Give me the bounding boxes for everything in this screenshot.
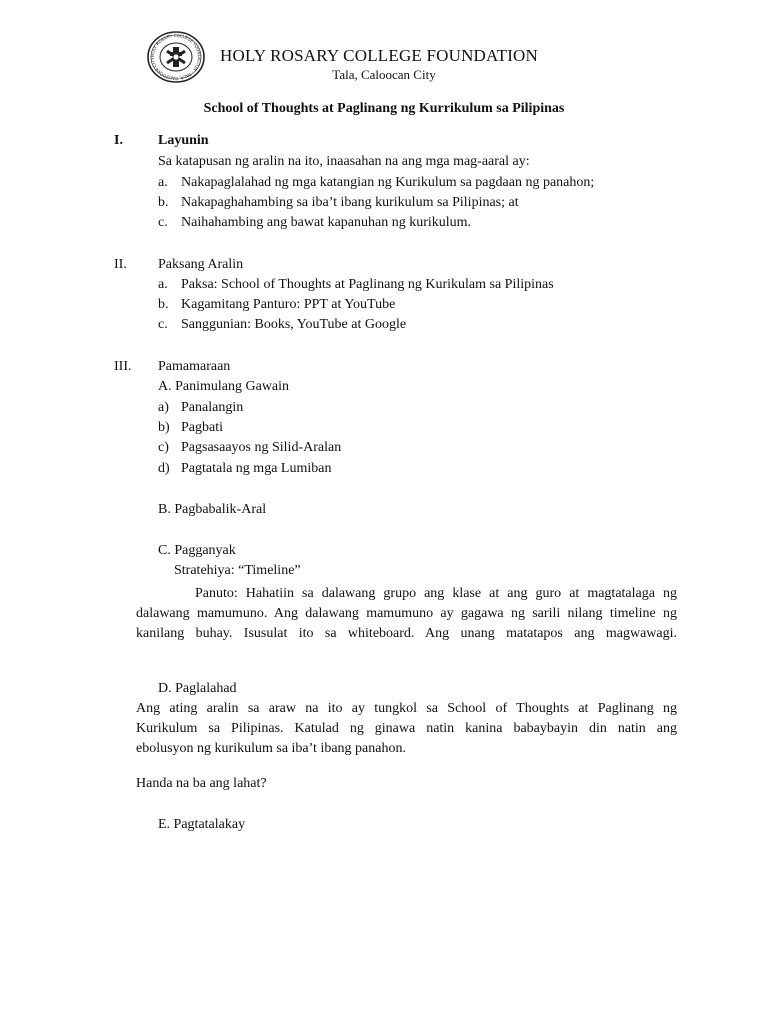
list-item: Panalangin [181,400,244,415]
section-3-heading: Pamamaraan [158,359,231,374]
list-marker: a) [158,400,169,415]
paragraph-line: Kurikulum sa Pilipinas. Katulad ng ginawa natin kanina babaybayin din natin ang [136,721,677,736]
list-marker: a. [158,277,168,292]
college-seal-logo [146,30,206,84]
list-marker: b) [158,420,170,435]
paragraph-line: Ang ating aralin sa araw na ito ay tungkol sa School of Thoughts at Paglinang ng [136,701,677,716]
list-marker: b. [158,195,169,210]
list-marker: d) [158,461,170,476]
panuto-paragraph [136,584,677,644]
list-marker: b. [158,297,169,312]
list-item: Pagsasaayos ng Silid-Aralan [181,440,342,455]
paglalahad-paragraph [136,699,677,759]
paragraph-line: ebolusyon ng kurikulum sa iba’t ibang panahon. [136,741,406,756]
list-item: Sanggunian: Books, YouTube at Google [181,317,407,332]
subheading-c: C. Pagganyak [158,543,236,558]
section-1-numeral: I. [114,133,123,148]
section-2-numeral: II. [114,257,127,272]
section-1-heading: Layunin [158,133,209,148]
subheading-a: A. Panimulang Gawain [158,379,290,394]
subheading-d: D. Paglalahad [158,681,237,696]
section-3-numeral: III. [114,359,132,374]
list-marker: a. [158,175,168,190]
seal-ring-text: HOLY ROSARY COLLEGE FOUNDATION · TALA, CALOOCAN CITY [149,32,203,82]
section-1-intro: Sa katapusan ng aralin na ito, inaasahan na ang mga mag-aaral ay: [158,154,530,169]
list-marker: c. [158,215,168,230]
question-line: Handa na ba ang lahat? [136,776,267,791]
list-item: Naihahambing ang bawat kapanuhan ng kurikulum. [181,215,472,230]
subheading-e: E. Pagtatalakay [158,817,246,832]
list-marker: c. [158,317,168,332]
document-title: School of Thoughts at Paglinang ng Kurrikulum sa Pilipinas [203,101,565,116]
school-name: HOLY ROSARY COLLEGE FOUNDATION [220,46,539,65]
section-2-heading: Paksang Aralin [158,257,244,272]
paragraph-line: Panuto: Hahatiin sa dalawang grupo ang klase at ang guro at magtatalaga ng [195,586,677,601]
list-item: Nakapaghahambing sa iba’t ibang kurikulum sa Pilipinas; at [181,195,519,210]
list-item: Nakapaglalahad ng mga katangian ng Kurikulum sa pagdaan ng panahon; [181,175,595,190]
subheading-b: B. Pagbabalik-Aral [158,502,267,517]
paragraph-line: kanilang buhay. Isusulat ito sa whiteboard. Ang unang matatapos ang magwawagi. [136,626,677,641]
list-item: Pagbati [181,420,223,435]
paragraph-line: dalawang mamumuno. Ang dalawang mamumuno ay gagawa ng sarili nilang timeline ng [136,606,677,621]
list-item: Pagtatala ng mga Lumiban [181,461,332,476]
strategy-line: Stratehiya: “Timeline” [174,563,301,578]
list-item: Kagamitang Panturo: PPT at YouTube [181,297,396,312]
list-marker: c) [158,440,169,455]
list-item: Paksa: School of Thoughts at Paglinang ng Kurikulam sa Pilipinas [181,277,554,292]
school-address: Tala, Caloocan City [332,67,436,82]
